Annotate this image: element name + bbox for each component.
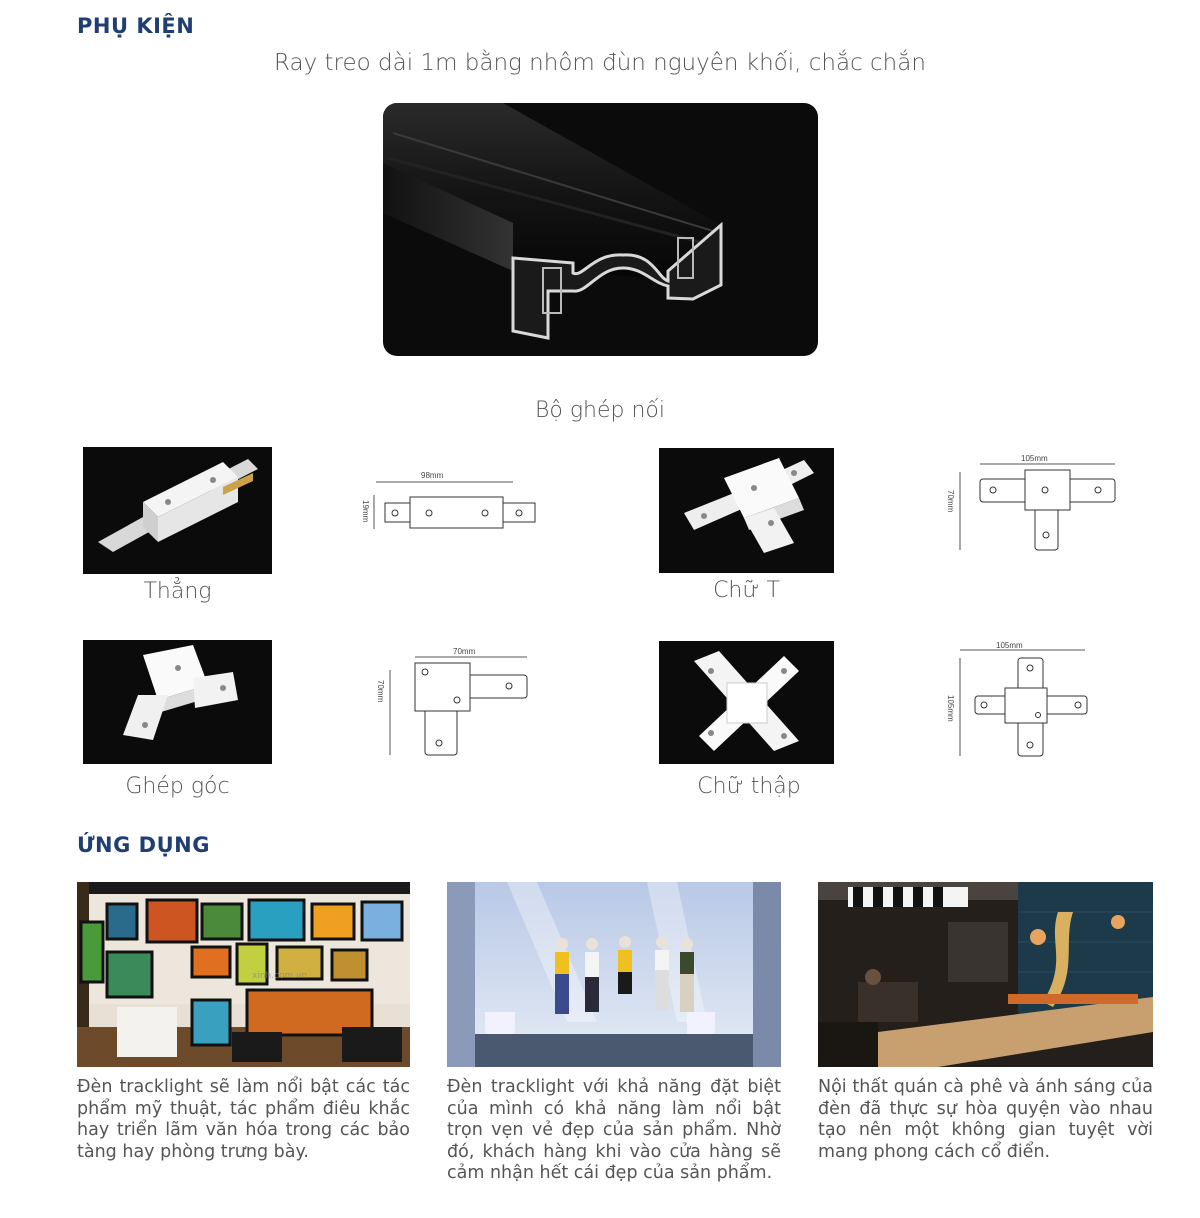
straight-connector-label: Thẳng bbox=[143, 579, 212, 604]
store-window-photo bbox=[447, 882, 781, 1067]
corner-connector-drawing bbox=[375, 645, 535, 760]
corner-connector-label: Ghép góc bbox=[125, 774, 230, 799]
rail-caption: Ray treo dài 1m bằng nhôm đùn nguyên khối, chắc chắn bbox=[274, 50, 926, 76]
cafe-photo bbox=[818, 882, 1153, 1067]
t-connector-drawing bbox=[945, 452, 1120, 557]
corner-connector-photo bbox=[83, 640, 272, 764]
gallery-photo bbox=[77, 882, 410, 1067]
corner-height-label: 70mm bbox=[376, 680, 385, 703]
cafe-description: Nội thất quán cà phê và ánh sáng của đèn đã thực sự hòa quyện vào nhau tạo nên một không gian tuyệt vời mang phong cách cổ điển. bbox=[818, 1077, 1153, 1162]
rail-photo bbox=[383, 103, 818, 356]
straight-height-label: 19mm bbox=[361, 500, 370, 523]
accessories-heading: PHỤ KIỆN bbox=[77, 14, 195, 38]
t-connector-photo bbox=[659, 448, 834, 573]
cross-connector-label: Chữ thập bbox=[697, 774, 801, 799]
t-width-label: 105mm bbox=[1021, 454, 1048, 463]
straight-connector-photo bbox=[83, 447, 272, 574]
watermark: xinh.com.vn bbox=[252, 971, 308, 981]
cross-connector-drawing bbox=[940, 640, 1095, 760]
t-height-label: 70mm bbox=[946, 490, 955, 513]
gallery-description: Đèn tracklight sẽ làm nổi bật các tác phẩm mỹ thuật, tác phẩm điêu khắc hay triển lãm văn hóa trong các bảo tàng hay phòng trưng bày. bbox=[77, 1077, 410, 1162]
t-connector-label: Chữ T bbox=[713, 578, 780, 603]
corner-width-label: 70mm bbox=[453, 647, 476, 656]
straight-width-label: 98mm bbox=[421, 471, 444, 480]
straight-connector-drawing bbox=[355, 462, 540, 532]
cross-width-label: 105mm bbox=[996, 641, 1023, 650]
cross-height-label: 105mm bbox=[946, 695, 955, 722]
applications-heading: ỨNG DỤNG bbox=[77, 833, 210, 857]
store-description: Đèn tracklight với khả năng đặt biệt của mình có khả năng làm nổi bật trọn vẹn vẻ đẹp của sản phẩm. Nhờ đó, khách hàng khi vào cửa hàng sẽ cảm nhận hết cái đẹp của sản phẩm. bbox=[447, 1077, 781, 1183]
cross-connector-photo bbox=[659, 641, 834, 764]
connectors-title: Bộ ghép nối bbox=[534, 398, 665, 423]
